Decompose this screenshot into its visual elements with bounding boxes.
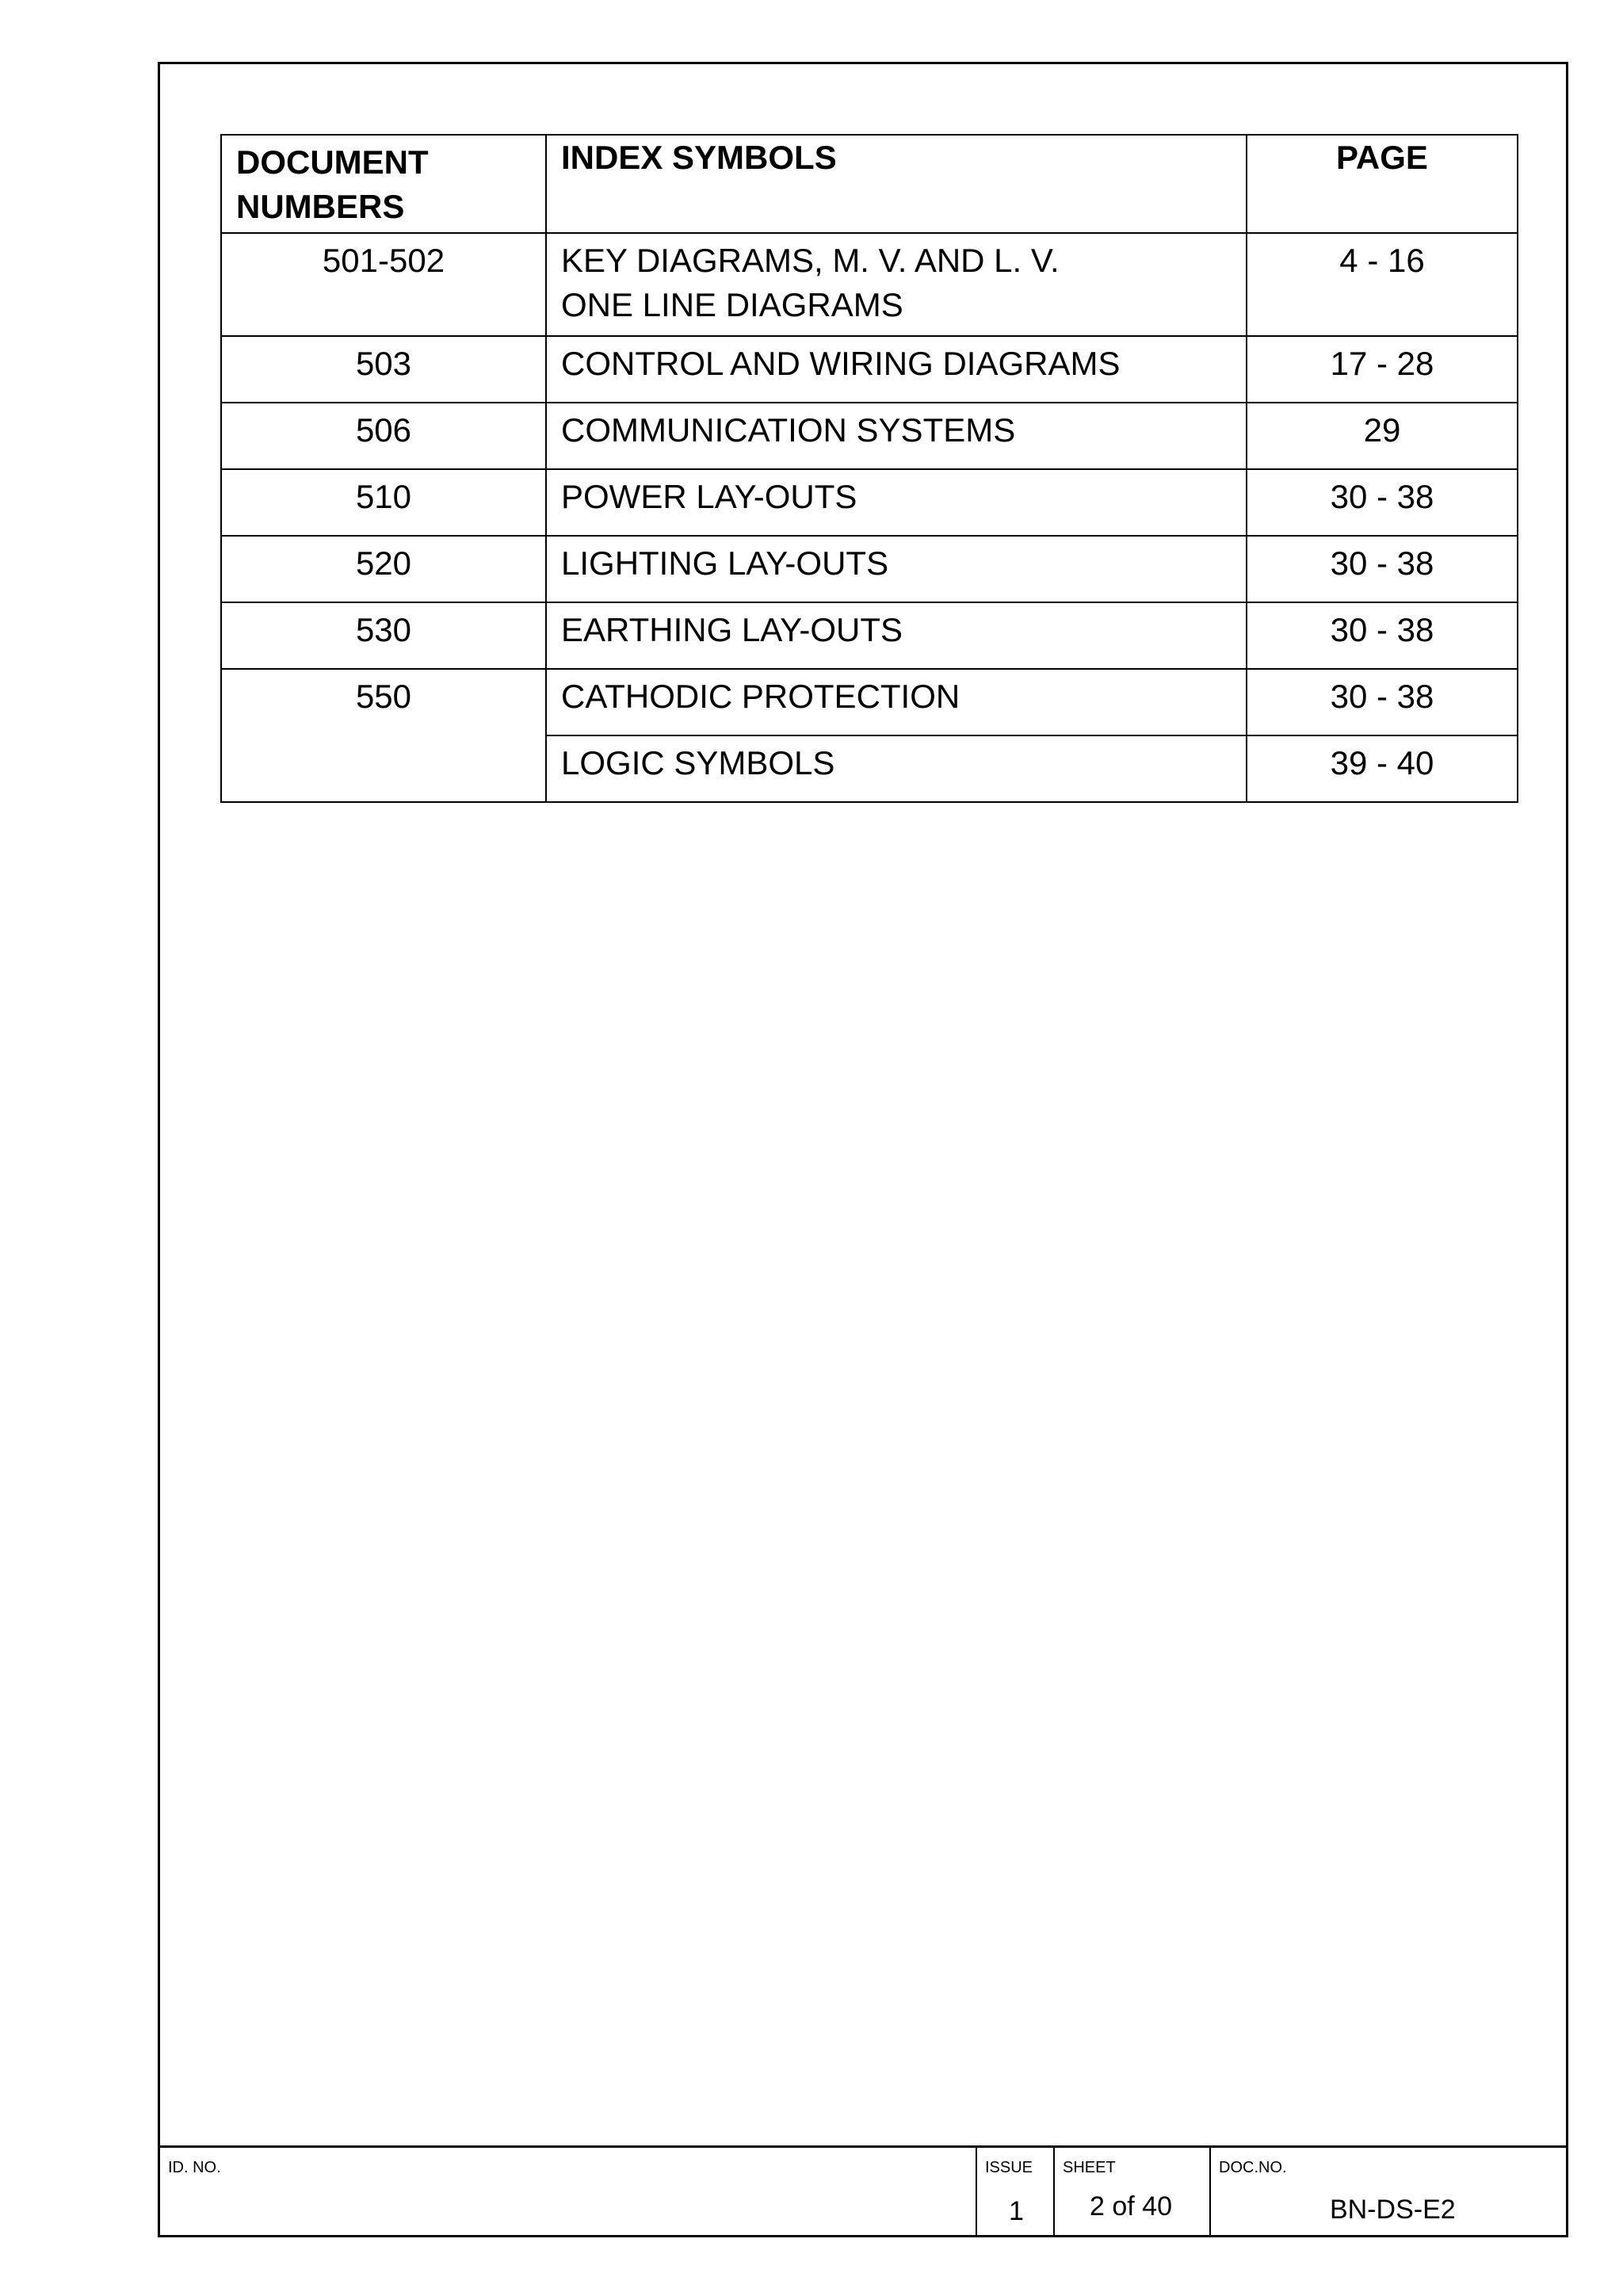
table-row: [221, 336, 1518, 403]
page-cell: 39 - 40: [1247, 735, 1518, 802]
description-line: KEY DIAGRAMS, M. V. AND L. V.: [561, 242, 1060, 279]
table-row: [221, 233, 1518, 336]
table-row: [221, 602, 1518, 669]
sheet-value: 2 of 40: [1090, 2191, 1172, 2222]
sheet-label: SHEET: [1063, 2159, 1116, 2176]
description-cell: [546, 233, 1247, 336]
page-cell: 30 - 38: [1247, 536, 1518, 602]
issue-label: ISSUE: [985, 2159, 1033, 2176]
description-cell: COMMUNICATION SYSTEMS: [546, 403, 1247, 469]
table-row: [221, 669, 1518, 735]
description-cell: POWER LAY-OUTS: [546, 469, 1247, 536]
doc-number-cell: 520: [221, 536, 546, 602]
description-cell: CATHODIC PROTECTION: [546, 669, 1247, 735]
description-cell: LIGHTING LAY-OUTS: [546, 536, 1247, 602]
description-line: ONE LINE DIAGRAMS: [561, 286, 903, 323]
page-frame: [158, 62, 1568, 2237]
sheet-cell: [1053, 2148, 1209, 2237]
id-number-label: ID. NO.: [168, 2159, 221, 2176]
doc-number-label: DOC.NO.: [1219, 2159, 1287, 2176]
doc-number-value: BN-DS-E2: [1330, 2195, 1456, 2225]
table-row: [221, 536, 1518, 602]
description-cell: EARTHING LAY-OUTS: [546, 602, 1247, 669]
doc-number-cell: 501-502: [221, 233, 546, 336]
page-cell: 30 - 38: [1247, 469, 1518, 536]
page-cell: 30 - 38: [1247, 602, 1518, 669]
doc-number-cell: 506: [221, 403, 546, 469]
table-row: [221, 403, 1518, 469]
description-cell: LOGIC SYMBOLS: [546, 735, 1247, 802]
header-page: PAGE: [1247, 135, 1518, 233]
page-cell: 17 - 28: [1247, 336, 1518, 403]
doc-number-cell: 503: [221, 336, 546, 403]
issue-value: 1: [1009, 2196, 1024, 2226]
title-block: [160, 2145, 1566, 2237]
issue-cell: [976, 2148, 1053, 2237]
page-cell: 29: [1247, 403, 1518, 469]
header-document-numbers: DOCUMENT NUMBERS: [221, 135, 546, 233]
page-cell: 4 - 16: [1247, 233, 1518, 336]
index-table: [220, 134, 1518, 803]
doc-number-cell: 550: [221, 669, 546, 802]
header-index-symbols: INDEX SYMBOLS: [546, 135, 1247, 233]
table-row: [221, 469, 1518, 536]
doc-number-cell-footer: [1209, 2148, 1566, 2237]
page-cell: 30 - 38: [1247, 669, 1518, 735]
description-cell: CONTROL AND WIRING DIAGRAMS: [546, 336, 1247, 403]
table-header-row: [221, 135, 1518, 233]
doc-number-cell: 530: [221, 602, 546, 669]
id-number-cell: [160, 2148, 976, 2237]
doc-number-cell: 510: [221, 469, 546, 536]
